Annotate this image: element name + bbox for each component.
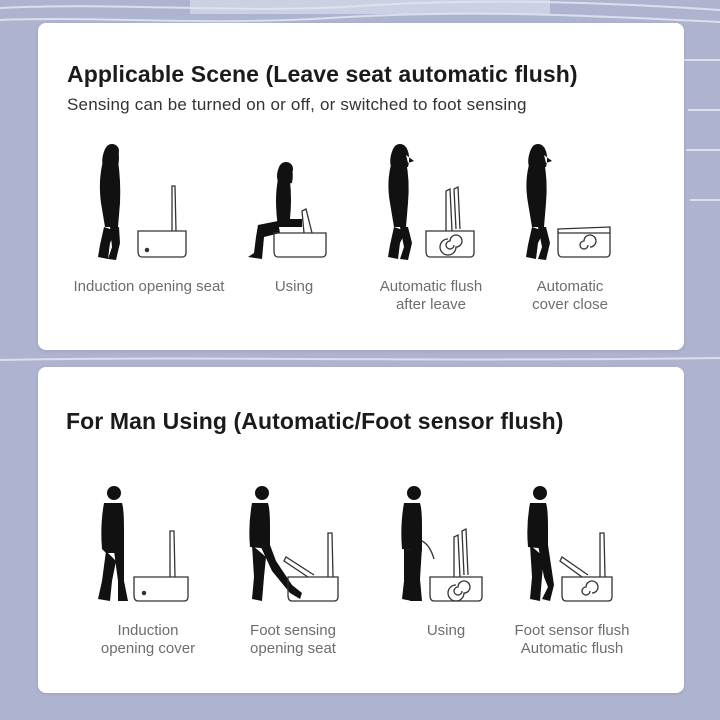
caption-line: Automatic flush [379, 278, 483, 295]
scene-caption [234, 622, 352, 658]
scene-caption [504, 622, 640, 658]
man-kicking-seat-icon [244, 481, 344, 609]
caption-line: opening seat [250, 640, 336, 657]
caption-line: opening cover [100, 640, 196, 657]
caption-line: Using [274, 278, 314, 295]
caption-line: Using [426, 622, 466, 639]
section-subtitle: Sensing can be turned on or off, or switched to foot sensing [67, 95, 527, 114]
section-title: For Man Using (Automatic/Foot sensor flush) [66, 408, 564, 434]
scene-caption [514, 278, 626, 314]
woman-standing-cover-closed-icon [522, 141, 622, 267]
man-standing-cover-open-icon [94, 481, 194, 609]
caption-line: Automatic flush [520, 640, 624, 657]
for-man-using-card [38, 367, 684, 693]
woman-standing-flush-icon [384, 141, 484, 267]
scene-caption [66, 278, 232, 296]
man-urinating-icon [396, 481, 496, 609]
scene-caption [86, 622, 210, 658]
caption-line: cover close [532, 296, 608, 313]
caption-line: Foot sensing [250, 622, 336, 639]
applicable-scene-card [38, 23, 684, 350]
caption-line: Induction opening seat [73, 278, 225, 295]
caption-line: Induction [117, 622, 179, 639]
scene-caption [396, 622, 496, 640]
woman-sitting-icon [244, 141, 344, 267]
caption-line: Automatic [536, 278, 604, 295]
caption-line: after leave [395, 296, 467, 313]
scene-caption [356, 278, 506, 314]
caption-line: Foot sensor flush [514, 622, 630, 639]
section-title: Applicable Scene (Leave seat automatic flush) [67, 61, 578, 87]
scene-caption [244, 278, 344, 296]
woman-standing-seat-open-icon [94, 141, 194, 267]
man-standing-flush-icon [522, 481, 622, 609]
